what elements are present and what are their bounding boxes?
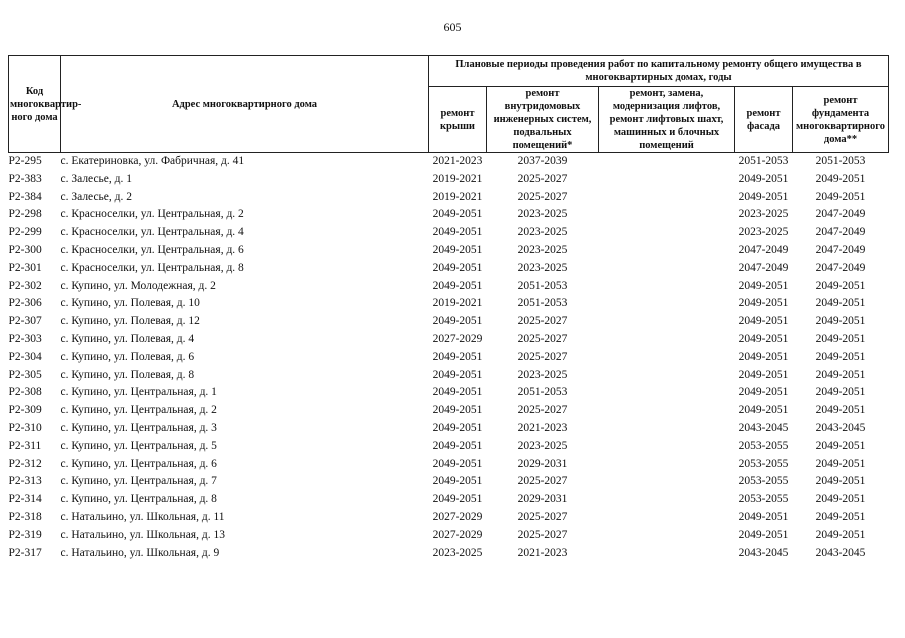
cell-code: Р2-301 [8, 261, 42, 274]
cell-systems: 2025-2027 [517, 190, 568, 203]
cell-lifts [599, 402, 735, 420]
table-row [9, 438, 889, 456]
cell-lifts [599, 278, 735, 296]
cell-facade: 2053-2055 [738, 457, 789, 470]
cell-roof: 2049-2051 [432, 208, 483, 221]
cell-facade: 2053-2055 [738, 475, 789, 488]
cell-foundation: 2049-2051 [815, 457, 866, 470]
table-row [9, 491, 889, 509]
cell-address: с. Натальино, ул. Школьная, д. 9 [60, 546, 220, 559]
cell-facade: 2023-2025 [738, 226, 789, 239]
cell-address: с. Натальино, ул. Школьная, д. 13 [60, 528, 225, 541]
cell-roof: 2049-2051 [432, 457, 483, 470]
cell-roof: 2049-2051 [432, 493, 483, 506]
cell-address: с. Купино, ул. Центральная, д. 1 [60, 386, 217, 399]
cell-systems: 2051-2053 [517, 386, 568, 399]
table-row [9, 171, 889, 189]
cell-systems: 2023-2025 [517, 261, 568, 274]
cell-foundation: 2049-2051 [815, 510, 866, 523]
cell-roof: 2049-2051 [432, 404, 483, 417]
cell-code: Р2-318 [8, 510, 42, 523]
cell-foundation: 2047-2049 [815, 261, 866, 274]
cell-systems: 2029-2031 [517, 457, 568, 470]
cell-foundation: 2049-2051 [815, 475, 866, 488]
cell-address: с. Залесье, д. 2 [60, 190, 133, 203]
cell-lifts [599, 206, 735, 224]
cell-systems: 2025-2027 [517, 350, 568, 363]
cell-roof: 2023-2025 [432, 546, 483, 559]
cell-systems: 2051-2053 [517, 297, 568, 310]
cell-code: Р2-307 [8, 315, 42, 328]
cell-foundation: 2049-2051 [815, 332, 866, 345]
header-address: Адрес многоквартирного дома [61, 56, 429, 153]
cell-address: с. Залесье, д. 1 [60, 172, 133, 185]
cell-foundation: 2049-2051 [815, 350, 866, 363]
cell-foundation: 2047-2049 [815, 208, 866, 221]
cell-address: с. Красноселки, ул. Центральная, д. 2 [60, 208, 244, 221]
cell-roof: 2049-2051 [432, 261, 483, 274]
table-row [9, 545, 889, 563]
cell-roof: 2049-2051 [432, 279, 483, 292]
cell-lifts [599, 331, 735, 349]
table-row [9, 509, 889, 527]
cell-roof: 2049-2051 [432, 439, 483, 452]
cell-systems: 2025-2027 [517, 332, 568, 345]
cell-systems: 2025-2027 [517, 475, 568, 488]
cell-code: Р2-384 [8, 190, 42, 203]
cell-code: Р2-298 [8, 208, 42, 221]
cell-lifts [599, 242, 735, 260]
table-row [9, 153, 889, 171]
cell-roof: 2049-2051 [432, 475, 483, 488]
cell-systems: 2025-2027 [517, 510, 568, 523]
cell-lifts [599, 420, 735, 438]
cell-foundation: 2047-2049 [815, 243, 866, 256]
cell-systems: 2025-2027 [517, 315, 568, 328]
cell-facade: 2049-2051 [738, 510, 789, 523]
cell-address: с. Купино, ул. Полевая, д. 8 [60, 368, 195, 381]
cell-foundation: 2049-2051 [815, 297, 866, 310]
header-facade: ремонт фасада [735, 87, 793, 153]
cell-systems: 2023-2025 [517, 243, 568, 256]
cell-code: Р2-311 [8, 439, 42, 452]
cell-lifts [599, 456, 735, 474]
cell-foundation: 2049-2051 [815, 404, 866, 417]
header-systems: ремонт внутридомовых инженерных систем, подвальных помещений* [487, 87, 599, 153]
cell-address: с. Купино, ул. Центральная, д. 8 [60, 493, 217, 506]
cell-facade: 2053-2055 [738, 493, 789, 506]
cell-address: с. Красноселки, ул. Центральная, д. 8 [60, 261, 244, 274]
cell-lifts [599, 367, 735, 385]
header-foundation: ремонт фундамента многоквартирного дома** [793, 87, 889, 153]
cell-lifts [599, 384, 735, 402]
cell-roof: 2021-2023 [432, 155, 483, 167]
cell-facade: 2049-2051 [738, 368, 789, 381]
cell-facade: 2053-2055 [738, 439, 789, 452]
cell-facade: 2049-2051 [738, 386, 789, 399]
cell-systems: 2025-2027 [517, 404, 568, 417]
cell-code: Р2-300 [8, 243, 42, 256]
cell-address: с. Купино, ул. Полевая, д. 6 [60, 350, 195, 363]
cell-address: с. Купино, ул. Полевая, д. 4 [60, 332, 195, 345]
table-row [9, 349, 889, 367]
cell-lifts [599, 438, 735, 456]
cell-foundation: 2049-2051 [815, 439, 866, 452]
cell-address: с. Купино, ул. Центральная, д. 7 [60, 475, 217, 488]
table-row [9, 367, 889, 385]
cell-code: Р2-304 [8, 350, 42, 363]
cell-facade: 2043-2045 [738, 421, 789, 434]
cell-foundation: 2049-2051 [815, 279, 866, 292]
cell-facade: 2023-2025 [738, 208, 789, 221]
cell-facade: 2049-2051 [738, 350, 789, 363]
cell-roof: 2049-2051 [432, 315, 483, 328]
cell-lifts [599, 171, 735, 189]
cell-code: Р2-317 [8, 546, 42, 559]
cell-facade: 2049-2051 [738, 315, 789, 328]
table-row [9, 295, 889, 313]
cell-roof: 2019-2021 [432, 172, 483, 185]
cell-foundation: 2047-2049 [815, 226, 866, 239]
cell-foundation: 2049-2051 [815, 368, 866, 381]
cell-address: с. Купино, ул. Полевая, д. 12 [60, 315, 200, 328]
cell-code: Р2-312 [8, 457, 42, 470]
table-row [9, 260, 889, 278]
capital-repair-table [8, 55, 889, 562]
cell-systems: 2023-2025 [517, 368, 568, 381]
cell-systems: 2023-2025 [517, 439, 568, 452]
header-group-title: Плановые периоды проведения работ по капитальному ремонту общего имущества в многоквартирных домах, годы [429, 56, 889, 87]
table-row [9, 189, 889, 207]
table-row [9, 473, 889, 491]
table-header [9, 56, 889, 153]
cell-facade: 2047-2049 [738, 261, 789, 274]
table-body [9, 153, 889, 563]
cell-foundation: 2049-2051 [815, 315, 866, 328]
cell-code: Р2-310 [8, 421, 42, 434]
cell-facade: 2043-2045 [738, 546, 789, 559]
cell-roof: 2049-2051 [432, 368, 483, 381]
cell-lifts [599, 545, 735, 563]
cell-facade: 2047-2049 [738, 243, 789, 256]
table-row [9, 402, 889, 420]
cell-foundation: 2043-2045 [815, 421, 866, 434]
table-row [9, 278, 889, 296]
cell-code: Р2-305 [8, 368, 42, 381]
cell-facade: 2051-2053 [738, 155, 789, 167]
cell-systems: 2025-2027 [517, 172, 568, 185]
cell-code: Р2-313 [8, 475, 42, 488]
cell-code: Р2-308 [8, 386, 42, 399]
cell-code: Р2-314 [8, 493, 42, 506]
table-row [9, 242, 889, 260]
cell-address: с. Натальино, ул. Школьная, д. 11 [60, 510, 225, 523]
cell-lifts [599, 473, 735, 491]
cell-lifts [599, 527, 735, 545]
cell-code: Р2-306 [8, 297, 42, 310]
cell-lifts [599, 224, 735, 242]
cell-roof: 2049-2051 [432, 386, 483, 399]
cell-foundation: 2049-2051 [815, 493, 866, 506]
cell-address: с. Екатериновка, ул. Фабричная, д. 41 [60, 155, 245, 167]
cell-facade: 2049-2051 [738, 528, 789, 541]
header-code: Код многоквартир-ного дома [9, 56, 61, 153]
cell-roof: 2049-2051 [432, 350, 483, 363]
cell-lifts [599, 313, 735, 331]
cell-roof: 2027-2029 [432, 510, 483, 523]
cell-systems: 2021-2023 [517, 546, 568, 559]
cell-address: с. Купино, ул. Центральная, д. 3 [60, 421, 217, 434]
cell-lifts [599, 189, 735, 207]
cell-code: Р2-309 [8, 404, 42, 417]
cell-lifts [599, 491, 735, 509]
cell-systems: 2025-2027 [517, 528, 568, 541]
cell-roof: 2027-2029 [432, 332, 483, 345]
cell-systems: 2023-2025 [517, 226, 568, 239]
table-row [9, 331, 889, 349]
cell-address: с. Красноселки, ул. Центральная, д. 6 [60, 243, 244, 256]
cell-address: с. Купино, ул. Молодежная, д. 2 [60, 279, 216, 292]
table-row [9, 206, 889, 224]
cell-code: Р2-295 [8, 155, 42, 167]
cell-foundation: 2049-2051 [815, 172, 866, 185]
table-row [9, 456, 889, 474]
cell-roof: 2027-2029 [432, 528, 483, 541]
cell-code: Р2-319 [8, 528, 42, 541]
cell-code: Р2-303 [8, 332, 42, 345]
header-lifts: ремонт, замена, модернизация лифтов, ремонт лифтовых шахт, машинных и блочных помещений [599, 87, 735, 153]
cell-address: с. Красноселки, ул. Центральная, д. 4 [60, 226, 244, 239]
cell-facade: 2049-2051 [738, 332, 789, 345]
cell-address: с. Купино, ул. Центральная, д. 5 [60, 439, 217, 452]
cell-facade: 2049-2051 [738, 279, 789, 292]
cell-code: Р2-383 [8, 172, 42, 185]
cell-lifts [599, 349, 735, 367]
table-row [9, 224, 889, 242]
cell-roof: 2049-2051 [432, 226, 483, 239]
cell-facade: 2049-2051 [738, 297, 789, 310]
cell-facade: 2049-2051 [738, 404, 789, 417]
cell-roof: 2019-2021 [432, 297, 483, 310]
cell-facade: 2049-2051 [738, 172, 789, 185]
cell-foundation: 2049-2051 [815, 190, 866, 203]
cell-address: с. Купино, ул. Центральная, д. 6 [60, 457, 217, 470]
cell-systems: 2021-2023 [517, 421, 568, 434]
cell-lifts [599, 509, 735, 527]
cell-foundation: 2051-2053 [815, 155, 866, 167]
cell-foundation: 2049-2051 [815, 386, 866, 399]
header-roof: ремонт крыши [429, 87, 487, 153]
cell-address: с. Купино, ул. Центральная, д. 2 [60, 404, 217, 417]
cell-lifts [599, 153, 735, 171]
table-row [9, 527, 889, 545]
cell-systems: 2023-2025 [517, 208, 568, 221]
cell-roof: 2019-2021 [432, 190, 483, 203]
cell-code: Р2-299 [8, 226, 42, 239]
cell-roof: 2049-2051 [432, 421, 483, 434]
cell-lifts [599, 295, 735, 313]
cell-foundation: 2049-2051 [815, 528, 866, 541]
cell-systems: 2037-2039 [517, 155, 568, 167]
cell-address: с. Купино, ул. Полевая, д. 10 [60, 297, 200, 310]
cell-lifts [599, 260, 735, 278]
cell-systems: 2029-2031 [517, 493, 568, 506]
cell-roof: 2049-2051 [432, 243, 483, 256]
table-row [9, 384, 889, 402]
cell-systems: 2051-2053 [517, 279, 568, 292]
table-row [9, 420, 889, 438]
cell-foundation: 2043-2045 [815, 546, 866, 559]
table-row [9, 313, 889, 331]
page-number: 605 [443, 20, 462, 34]
cell-facade: 2049-2051 [738, 190, 789, 203]
cell-code: Р2-302 [8, 279, 42, 292]
